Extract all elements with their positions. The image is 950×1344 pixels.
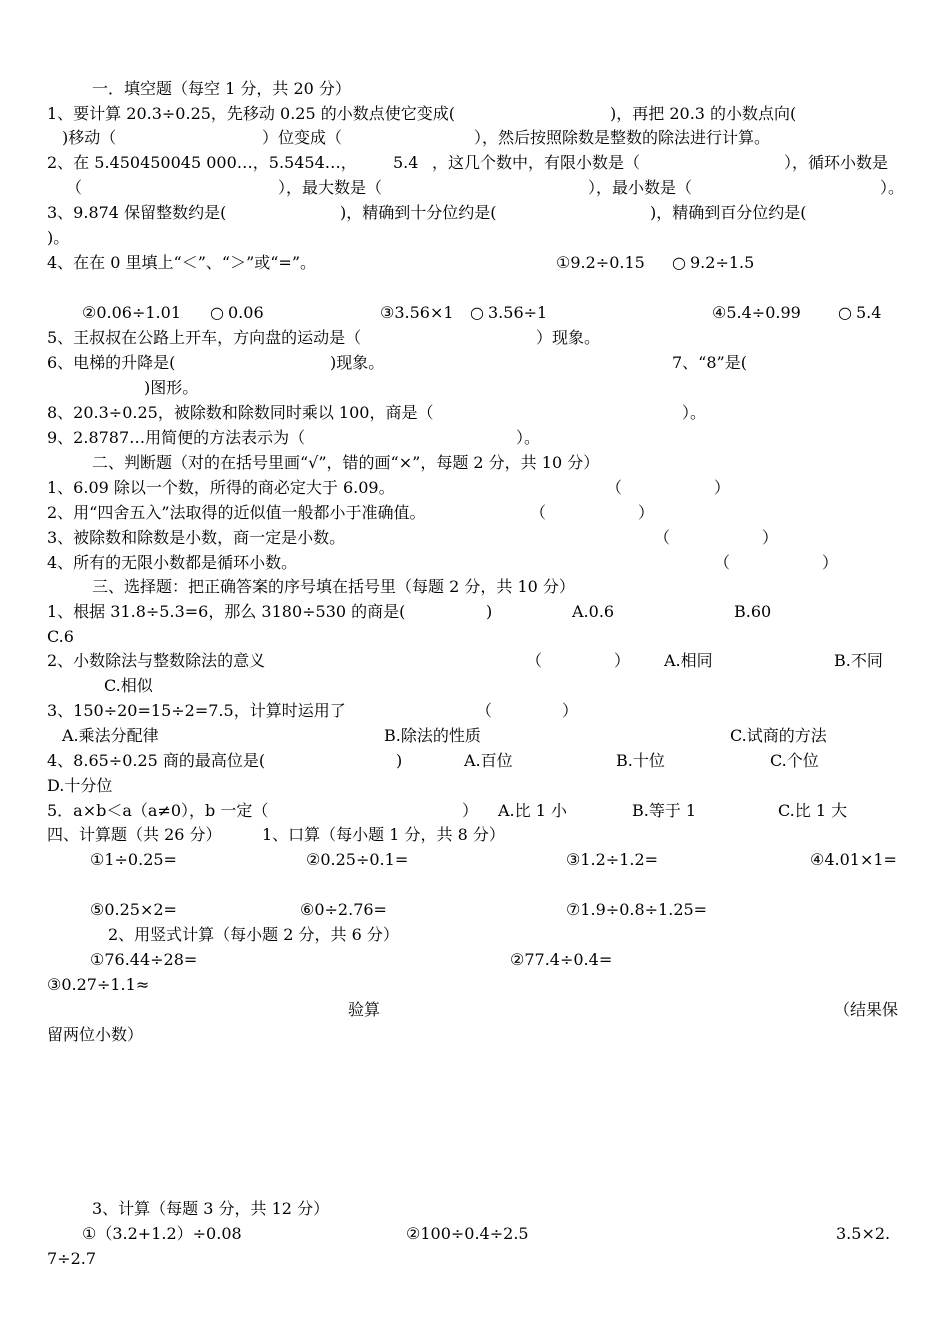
choice-q1-text: 1、根据 31.8÷5.3=6，那么 3180÷530 的商是( — [47, 602, 406, 621]
fill-q2-text: ），最大数是（ — [278, 178, 383, 197]
choice-option: B.除法的性质 — [384, 726, 481, 745]
circle-blank-icon: ○ — [210, 303, 224, 322]
oral-problem: ①1÷0.25= — [90, 850, 177, 869]
fill-q4-expr: ②0.06÷1.01 — [82, 303, 181, 322]
judge-answer-open: （ — [714, 553, 731, 572]
fill-q2-text: （ — [66, 178, 83, 197]
choice-option: C.比 1 大 — [778, 801, 848, 820]
choice-option: A.相同 — [664, 651, 713, 670]
fill-q2-text: 2、在 5.450450045 000…，5.5454…， — [47, 153, 357, 172]
judge-answer-open: （ — [606, 478, 623, 497]
choice-q3-paren: （ — [476, 701, 493, 720]
fill-q1-text: )移动（ — [62, 128, 117, 147]
section-title-judge: 二、判断题（对的在括号里画“√”，错的画“×”，每题 2 分，共 10 分） — [92, 453, 600, 472]
judge-answer-open: （ — [530, 503, 547, 522]
choice-option: A.0.6 — [572, 602, 615, 621]
fill-q4-expr: ③3.56×1 — [380, 303, 454, 322]
fill-q5-text: 5、王叔叔在公路上开车，方向盘的运动是（ — [47, 328, 362, 347]
choice-q5-text: 5．a×b＜a（a≠0），b 一定（ — [47, 801, 269, 820]
fill-q3-text: )，精确到百分位约是( — [650, 203, 807, 222]
fill-q2-text: ），循环小数是 — [784, 153, 889, 172]
fill-q4-expr: 9.2÷1.5 — [690, 253, 755, 272]
choice-q4-paren: ) — [396, 751, 403, 770]
choice-option: B.不同 — [834, 651, 883, 670]
choice-q5-paren: ） — [462, 801, 479, 820]
fill-q8-text: ）。 — [682, 403, 707, 422]
compute-problem: 3.5×2. — [836, 1224, 891, 1243]
choice-option: C.试商的方法 — [730, 726, 827, 745]
compute-problem: 7÷2.7 — [47, 1249, 97, 1268]
circle-blank-icon: ○ — [470, 303, 484, 322]
oral-problem: ⑥0÷2.76= — [300, 900, 387, 919]
vertical-problem: ①76.44÷28= — [90, 950, 198, 969]
fill-q3-text: )，精确到十分位约是( — [340, 203, 497, 222]
compute-problem: ②100÷0.4÷2.5 — [406, 1224, 529, 1243]
circle-blank-icon: ○ — [672, 253, 686, 272]
check-label: 验算 — [348, 1000, 381, 1019]
fill-q2-text: ，这几个数中，有限小数是（ — [432, 153, 641, 172]
choice-option: A.百位 — [464, 751, 513, 770]
fill-q6-text: )现象。 — [330, 353, 385, 372]
judge-item: 2、用“四舍五入”法取得的近似值一般都小于准确值。 — [47, 503, 426, 522]
fill-q4-expr: 3.56÷1 — [488, 303, 548, 322]
fill-q4-text: 4、在在 0 里填上“＜”、“＞”或“=”。 — [47, 253, 317, 272]
choice-option: B.等于 1 — [632, 801, 697, 820]
choice-option: B.十位 — [616, 751, 665, 770]
fill-q1-text: )，再把 20.3 的小数点向( — [610, 104, 797, 123]
circle-blank-icon: ○ — [838, 303, 852, 322]
choice-q2-paren: ） — [614, 651, 631, 670]
judge-answer-open: （ — [654, 528, 671, 547]
fill-q9-text: 9、2.8787…用简便的方法表示为（ — [47, 428, 306, 447]
judge-answer-close: ） — [822, 553, 839, 572]
fill-q7-text: 7、“8”是( — [672, 353, 747, 372]
compute-problem: ①（3.2+1.2）÷0.08 — [82, 1224, 242, 1243]
vertical-problem: ②77.4÷0.4= — [510, 950, 613, 969]
choice-q3-text: 3、150÷20=15÷2=7.5，计算时运用了 — [47, 701, 346, 720]
judge-answer-close: ） — [762, 528, 779, 547]
vertical-problem: ③0.27÷1.1≈ — [47, 975, 150, 994]
fill-q5-text: ）现象。 — [536, 328, 601, 347]
choice-option: D.十分位 — [47, 776, 113, 795]
fill-q4-expr: 5.4 — [856, 303, 882, 322]
fill-q2-number: 5.4 — [393, 153, 419, 172]
section-title-fill: 一．填空题（每空 1 分，共 20 分） — [92, 79, 351, 98]
fill-q4-expr: ①9.2÷0.15 — [556, 253, 645, 272]
judge-answer-close: ） — [638, 503, 655, 522]
judge-item: 3、被除数和除数是小数，商一定是小数。 — [47, 528, 346, 547]
oral-problem: ⑤0.25×2= — [90, 900, 177, 919]
choice-option: C.个位 — [770, 751, 819, 770]
subsection-title-oral: 1、口算（每小题 1 分，共 8 分） — [262, 825, 505, 844]
section-title-calc: 四、计算题（共 26 分） — [47, 825, 222, 844]
fill-q6-text: 6、电梯的升降是( — [47, 353, 176, 372]
choice-q3-paren: ） — [562, 701, 579, 720]
judge-item: 4、所有的无限小数都是循环小数。 — [47, 553, 298, 572]
fill-q3-text: 3、9.874 保留整数约是( — [47, 203, 227, 222]
choice-option: B.60 — [734, 602, 772, 621]
fill-q7-text: )图形。 — [144, 378, 199, 397]
fill-q9-text: ）。 — [516, 428, 541, 447]
oral-problem: ③1.2÷1.2= — [566, 850, 659, 869]
choice-q1-paren: ) — [486, 602, 493, 621]
fill-q2-text: ）。 — [880, 178, 905, 197]
oral-problem: ②0.25÷0.1= — [306, 850, 409, 869]
fill-q1-text: ），然后按照除数是整数的除法进行计算。 — [474, 128, 771, 147]
section-title-choice: 三、选择题：把正确答案的序号填在括号里（每题 2 分，共 10 分） — [92, 577, 575, 596]
fill-q1-text: ）位变成（ — [262, 128, 343, 147]
subsection-title-vertical: 2、用竖式计算（每小题 2 分，共 6 分） — [108, 925, 399, 944]
fill-q4-expr: 0.06 — [228, 303, 264, 322]
fill-q1-text: 1、要计算 20.3÷0.25，先移动 0.25 的小数点使它变成( — [47, 104, 455, 123]
rounding-note: （结果保 — [834, 1000, 899, 1019]
judge-answer-close: ） — [714, 478, 731, 497]
fill-q2-text: ），最小数是（ — [588, 178, 693, 197]
oral-problem: ④4.01×1= — [810, 850, 897, 869]
choice-option: A.乘法分配律 — [62, 726, 159, 745]
rounding-note: 留两位小数） — [47, 1025, 144, 1044]
fill-q3-text: )。 — [47, 228, 70, 247]
choice-q2-paren: （ — [526, 651, 543, 670]
judge-item: 1、6.09 除以一个数，所得的商必定大于 6.09。 — [47, 478, 395, 497]
choice-q4-text: 4、8.65÷0.25 商的最高位是( — [47, 751, 266, 770]
choice-option: C.6 — [47, 627, 74, 646]
fill-q8-text: 8、20.3÷0.25，被除数和除数同时乘以 100，商是（ — [47, 403, 434, 422]
choice-q2-text: 2、小数除法与整数除法的意义 — [47, 651, 266, 670]
choice-option: A.比 1 小 — [498, 801, 567, 820]
subsection-title-compute: 3、计算（每题 3 分，共 12 分） — [92, 1199, 330, 1218]
oral-problem: ⑦1.9÷0.8÷1.25= — [566, 900, 708, 919]
fill-q4-expr: ④5.4÷0.99 — [712, 303, 801, 322]
choice-option: C.相似 — [104, 676, 153, 695]
